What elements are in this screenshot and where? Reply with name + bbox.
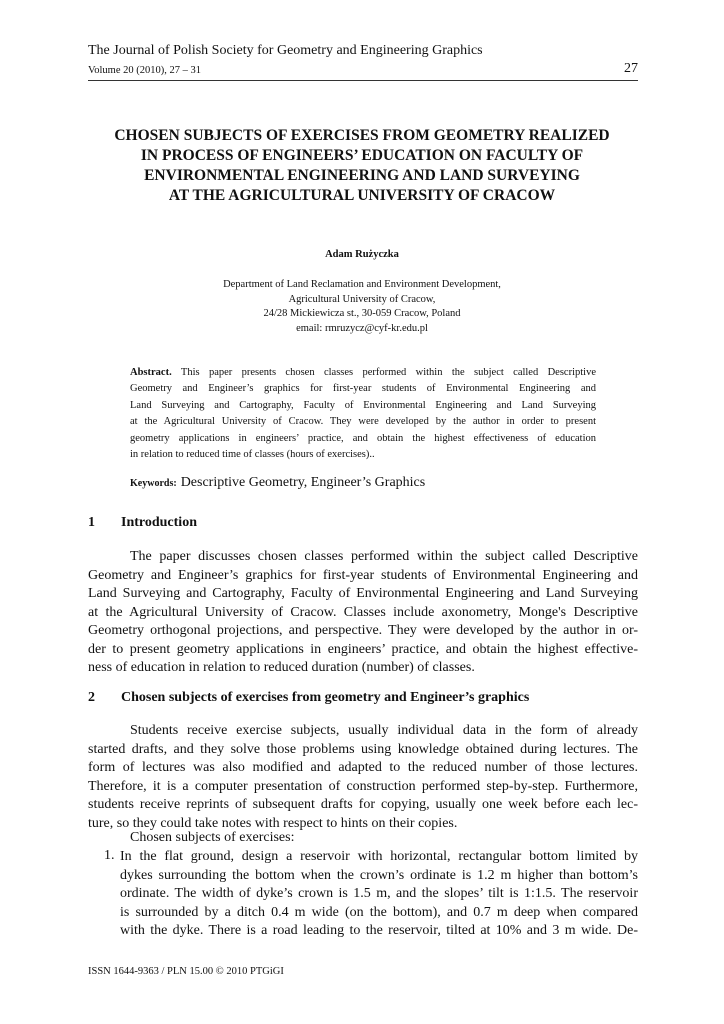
abstract-text: This paper presents chosen classes performed within the subject called Descriptive <box>180 367 596 378</box>
keywords-label: Keywords <box>130 478 174 489</box>
affiliation-email: email: rmruzycz@cyf-kr.edu.pl <box>296 322 428 334</box>
text-line: ness of education in relation to reduced duration (number) of classes. <box>88 660 475 675</box>
chosen-subjects-label: Chosen subjects of exercises: <box>130 830 295 845</box>
abstract-line: Land Surveying and Cartography, Faculty of Environmental Engineering and Land Surveying <box>130 399 596 411</box>
author-name: Adam Rużyczka <box>325 249 399 260</box>
affiliation-line: Agricultural University of Cracow, <box>288 293 436 305</box>
text-line: dykes surrounding the bottom when the crown’s ordinate is 1.2 m higher than bottom’s <box>120 867 638 883</box>
text-line: Land Surveying and Cartography, Faculty of Environmental Engineering and Land Surveying <box>88 586 638 601</box>
section-number: 2 <box>88 690 95 705</box>
text-line: at the Agricultural University of Cracow. Classes include axonometry, Monge's Descriptive <box>88 604 638 620</box>
header-rule <box>88 80 638 81</box>
title-line: IN PROCESS OF ENGINEERS’ EDUCATION ON FACULTY OF <box>140 147 584 164</box>
volume-info: Volume 20 (2010), 27 – 31 <box>88 65 201 76</box>
keywords <box>130 473 425 491</box>
section-heading <box>88 690 529 706</box>
affiliation <box>0 278 724 336</box>
text-line: Geometry and Engineer’s graphics for first-year students of Environmental Engineering and <box>88 567 638 583</box>
journal-title: The Journal of Polish Society for Geometry and Engineering Graphics <box>88 43 483 58</box>
abstract <box>130 365 596 463</box>
keywords-text: Descriptive Geometry, Engineer’s Graphics <box>180 475 426 490</box>
text-line: Students receive exercise subjects, usually individual data in the form of already <box>130 723 638 738</box>
text-line: started drafts, and they solve those problems using knowledge obtained during lectures. The <box>88 741 638 757</box>
text-line: with the dyke. There is a road leading to the reservoir, tilted at 10% and 3 m wide. De- <box>120 923 638 938</box>
text-line: ture, so they could take notes with respect to hints on their copies. <box>88 815 458 831</box>
paper-title <box>60 126 664 206</box>
abstract-label: Abstract. <box>130 367 172 378</box>
text-line: der to present geometry applications in engineers’ practice, and obtain the highest effective- <box>88 641 638 657</box>
section-heading <box>88 515 197 531</box>
text-line: Geometry orthogonal projections, and perspective. They were developed by the author in or- <box>88 623 638 638</box>
section-number: 1 <box>88 515 95 530</box>
introduction-paragraph <box>88 548 638 678</box>
text-line: The paper discusses chosen classes performed within the subject called Descriptive <box>130 549 638 564</box>
abstract-line: Geometry and Engineer’s graphics for first-year students of Environmental Engineering and <box>130 383 596 395</box>
affiliation-line: 24/28 Mickiewicza st., 30-059 Cracow, Poland <box>263 308 461 319</box>
section-title: Chosen subjects of exercises from geometry and Engineer’s graphics <box>121 690 530 705</box>
abstract-line: in relation to reduced time of classes (hours of exercises).. <box>130 448 375 460</box>
text-line: Therefore, it is a computer presentation of construction performed step-by-step. Furthermore, <box>88 778 638 794</box>
keywords-separator: : <box>173 478 177 489</box>
page-number: 27 <box>624 61 638 76</box>
text-line: ordinate. The width of dyke’s crown is 1.5 m, and the slopes’ tilt is 1:1.5. The reservoir <box>120 886 638 901</box>
text-line: students receive reprints of subsequent drafts for copying, usually one week before each lec- <box>88 797 638 812</box>
title-line: AT THE AGRICULTURAL UNIVERSITY OF CRACOW <box>168 187 556 204</box>
footer-issn: ISSN 1644-9363 / PLN 15.00 © 2010 PTGiGI <box>88 966 284 977</box>
title-line: CHOSEN SUBJECTS OF EXERCISES FROM GEOMETRY REALIZED <box>114 127 610 144</box>
text-line: is surrounded by a ditch 0.4 m wide (on the bottom), and 0.7 m deep when compared <box>120 904 638 920</box>
affiliation-line: Department of Land Reclamation and Environment Development, <box>223 279 501 290</box>
title-line: ENVIRONMENTAL ENGINEERING AND LAND SURVEYING <box>144 167 580 184</box>
abstract-line: geometry applications in engineers’ practice, and obtain the highest effectiveness of education <box>130 432 596 444</box>
section-title: Introduction <box>121 515 197 530</box>
text-line: In the flat ground, design a reservoir with horizontal, rectangular bottom limited by <box>120 849 638 864</box>
abstract-line: at the Agricultural University of Cracow. They were developed by the author in order to present <box>130 416 596 428</box>
text-line: form of lectures was also modified and adapted to the reduced number of those lectures. <box>88 760 638 775</box>
list-item-number: 1. <box>104 848 115 863</box>
list-item <box>120 848 638 941</box>
abstract-line <box>130 365 596 381</box>
section2-paragraph <box>88 722 638 833</box>
